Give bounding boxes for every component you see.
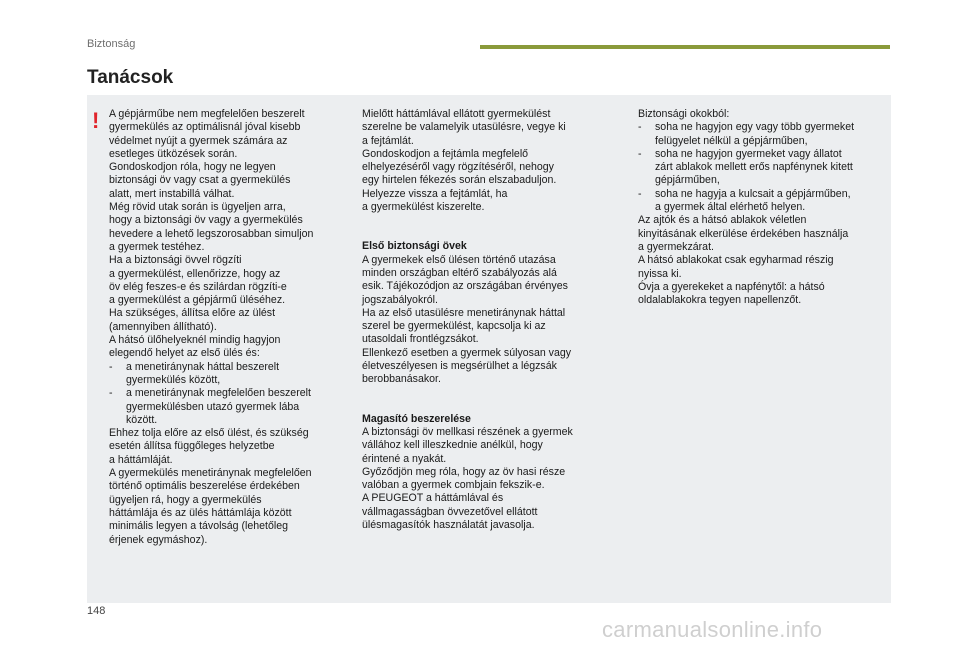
col2-paragraph-2: A gyermekek első ülésen történő utazása minden országban eltérő szabályozás alá esik. Tájékozódjon az országában érvényes jogszabályokról. Ha az első utasülésre menetiránynak háttal szerel be gyermekülést, kapcsolja ki az utasoldali frontlégzsákot. Ellenkező esetben a gyermek súlyosan vagy életveszélyesen is megsérülhet a légzsák berobbanásakor. <box>362 253 572 386</box>
col3-list-item: - soha ne hagyja a kulcsait a gépjárműben, a gyermek által elérhető helyen. <box>638 188 883 215</box>
col2-paragraph-3: A biztonsági öv mellkasi részének a gyermek vállához kell illeszkednie anélkül, hogy érintené a nyakát. Győződjön meg róla, hogy az öv hasi része valóban a gyermek combjain fekszik-e. A PEUGEOT a háttámlával és vállmagasságban övvezetővel ellátott ülésmagasítók használatát javasolja. <box>362 425 573 532</box>
col3-list-item: - soha ne hagyjon gyermeket vagy állatot zárt ablakok mellett erős napfénynek kitett gépjárműben, <box>638 148 883 188</box>
heading-booster-install: Magasító beszerelése <box>362 412 471 425</box>
heading-front-seatbelts: Első biztonsági övek <box>362 240 467 253</box>
col1-list-item: - a menetiránynak háttal beszerelt gyermekülés között, <box>109 361 349 388</box>
watermark: carmanualsonline.info <box>602 617 823 642</box>
col2-paragraph-1: Mielőtt háttámlával ellátott gyermekülést szerelne be valamelyik utasülésre, vegye ki a fejtámlát. Gondoskodjon a fejtámla megfelelő elhelyezéséről vagy rögzítéséről, nehogy egy hirtelen fékezés során elszabaduljon. Helyezze vissza a fejtámlát, ha a gyermekülést kiszerelte. <box>362 108 566 214</box>
col3-paragraph-2: Az ajtók és a hátsó ablakok véletlen kinyitásának elkerülése érdekében használja a gyermekzárat. A hátsó ablakokat csak egyharmad részig nyissa ki. Óvja a gyerekeket a napfénytől: a hátsó oldalablakokra tegyen napellenzőt. <box>638 214 849 307</box>
header-accent-bar <box>480 45 890 49</box>
col3-intro: Biztonsági okokból: <box>638 108 730 120</box>
col1-list-item: - a menetiránynak megfelelően beszerelt gyermekülésben utazó gyermek lába között. <box>109 387 349 427</box>
column-3 <box>638 108 883 307</box>
page-title: Tanácsok <box>87 67 174 88</box>
col1-paragraph-1: A gépjárműbe nem megfelelően beszerelt gyermekülés az optimálisnál jóval kisebb védelmet nyújt a gyermek számára az esetleges ütközések során. Gondoskodjon róla, hogy ne legyen biztonsági öv vagy csat a gyermekülés alatt, mert instabillá válhat. Még rövid utak során is ügyeljen arra, hogy a biztonsági öv vagy a gyermekülés hevedere a lehető legszorosabban simuljon a gyermek testéhez. Ha a biztonsági övvel rögzíti a gyermekülést, ellenőrizze, hogy az öv elég feszes-e és szilárdan rögzíti-e a gyermekülést a gépjármű üléséhez. Ha szükséges, állítsa előre az ülést (amennyiben állítható). A hátsó ülőhelyeknél mindig hagyjon elegendő helyet az első ülés és: <box>109 108 314 360</box>
column-1 <box>109 108 349 547</box>
page-number: 148 <box>87 605 106 617</box>
warning-exclamation-icon: ! <box>92 108 100 133</box>
column-2 <box>362 108 607 532</box>
col3-list-item: - soha ne hagyjon egy vagy több gyermeket felügyelet nélkül a gépjárműben, <box>638 121 883 148</box>
col1-paragraph-2: Ehhez tolja előre az első ülést, és szükség esetén állítsa függőleges helyzetbe a háttámláját. A gyermekülés menetiránynak megfelelően történő optimális beszerelése érdekében ügyeljen rá, hogy a gyermekülés háttámlája és az ülés háttámlája között minimális legyen a távolság (lehetőleg érjenek egymáshoz). <box>109 427 312 546</box>
section-label: Biztonság <box>87 38 136 50</box>
